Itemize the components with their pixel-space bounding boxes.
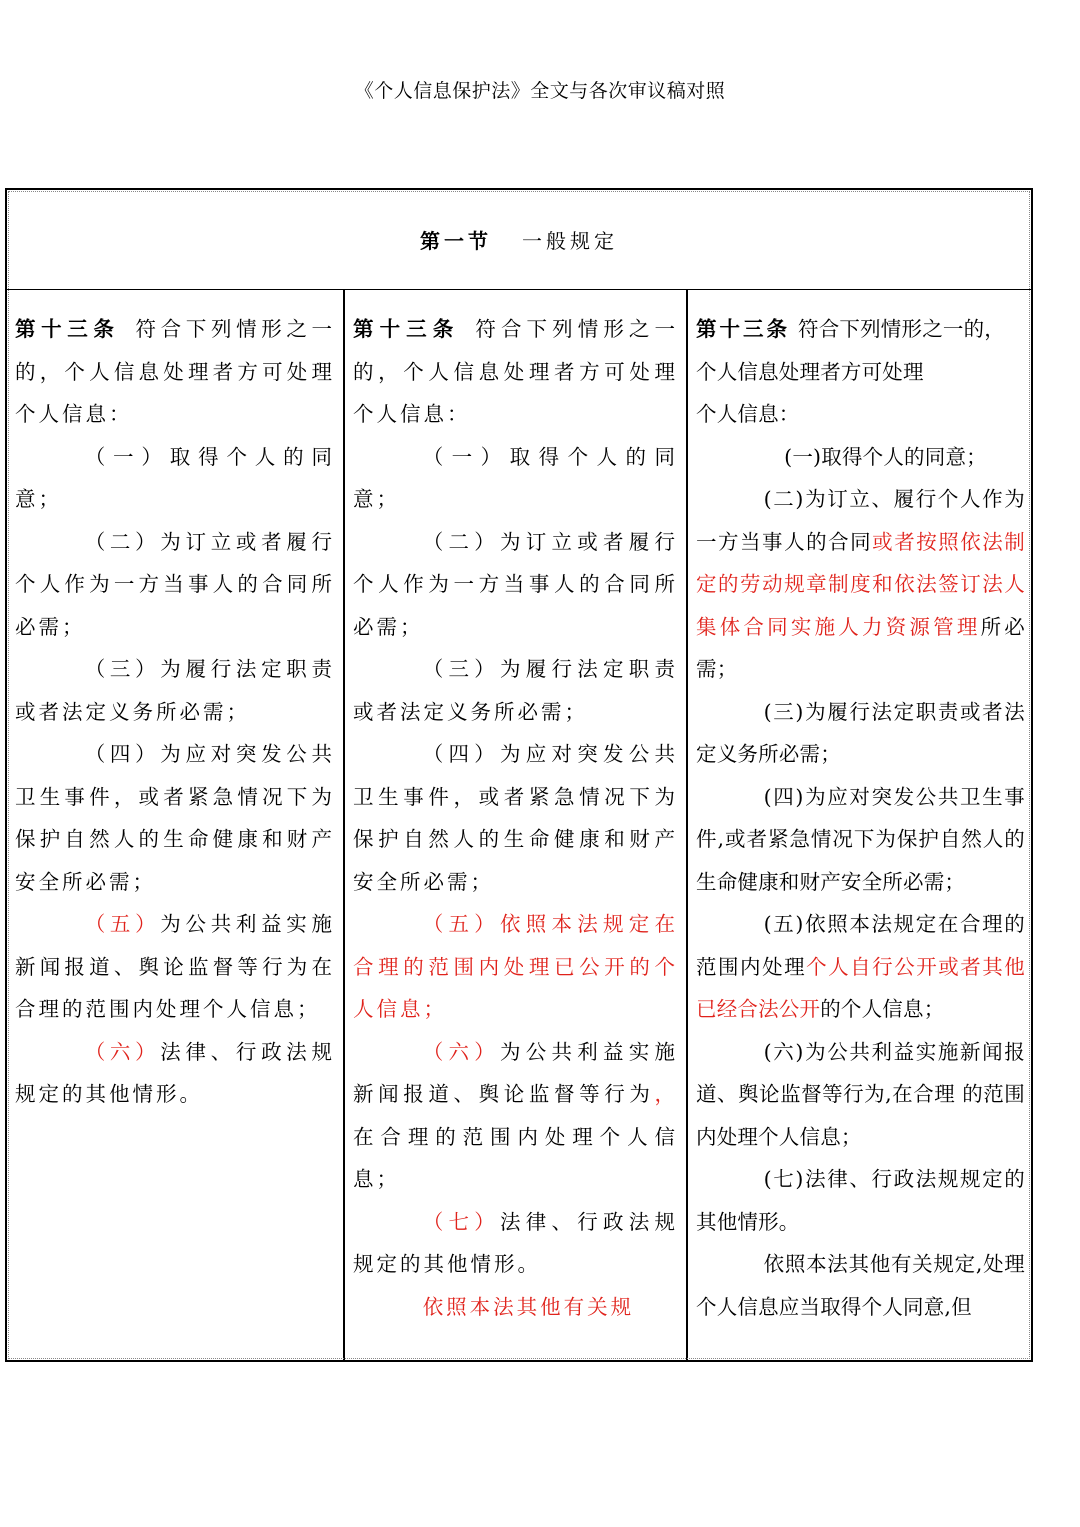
item-number: （四） (422, 742, 500, 766)
intro-text: 符合下列情形之一的，个人信息处理者方可处理个人信息： (15, 317, 336, 426)
list-item (15, 903, 335, 1031)
tail-paragraph: 依照本法其他有关规定,处理个人信息应当取得个人同意,但 (696, 1252, 1025, 1319)
list-item (353, 733, 678, 903)
item-number: (六) (763, 1039, 804, 1064)
comparison-table (5, 188, 1033, 1362)
document-title: 《个人信息保护法》全文与各次审议稿对照 (354, 80, 726, 102)
list-item (15, 733, 335, 903)
item-text-changed: ， (654, 1082, 678, 1106)
article-number: 第十三条 (15, 317, 120, 341)
item-text: 为履行法定职责或者法定义务所必需； (353, 657, 679, 724)
item-text: 为应对突发公共卫生事件，或者紧急情况下为保护自然人的生命健康和财产安全所必需； (353, 742, 679, 894)
list-item (696, 1158, 1025, 1243)
item-text: 法律、行政法规规定的其他情形。 (353, 1209, 679, 1276)
list-item (15, 436, 335, 521)
item-text: 所必需； (696, 614, 1025, 681)
list-item (696, 776, 1025, 904)
list-item (696, 478, 1025, 691)
intro-text: 个人信息处理者方可处理 (696, 359, 924, 384)
item-text: 依照本法规定在合理的范围内处理已公开的个人信息； (353, 912, 679, 1021)
item-number: （二） (84, 529, 161, 554)
item-text: 的个人信息； (820, 997, 945, 1021)
section-number: 第一节 (420, 229, 492, 253)
item-text: 为应对突发公共卫生事件，或者紧急情况下为保护自然人的生命健康和财产安全所必需； (15, 742, 336, 894)
item-text: 为订立或者履行个人作为一方当事人的合同所必需； (353, 529, 679, 639)
column-draft-1 (7, 290, 345, 1362)
list-item (15, 1031, 335, 1116)
list-item (353, 1031, 678, 1201)
item-number: (三) (763, 699, 804, 724)
intro-text: 个人信息： (696, 402, 800, 426)
list-item (353, 648, 678, 733)
item-number: （二） (422, 529, 500, 554)
item-number: （三） (422, 657, 500, 681)
item-text: 依照本法规定在合理的范围内处理 (696, 912, 1025, 979)
item-number: (四) (763, 784, 804, 809)
list-item (353, 436, 678, 521)
item-text: 为履行法定职责或者法定义务所必需； (696, 699, 1025, 766)
list-item (353, 903, 678, 1031)
item-number: (二) (763, 487, 804, 511)
item-text: 为订立、履行个人作为一方当事人的合同 (696, 487, 1025, 554)
article-intro (15, 308, 335, 436)
article-intro (696, 308, 1025, 436)
item-text: 取得个人的同意； (353, 444, 679, 511)
list-item (696, 436, 1025, 479)
article-number: 第十三条 (696, 317, 790, 341)
intro-text: 符合下列情形之一的， (798, 317, 1005, 341)
item-text: 取得个人的同意； (15, 444, 336, 511)
item-text: 为公共利益实施新闻报道、舆论监督等行为 (353, 1039, 679, 1106)
item-text: 为公共利益实施新闻报道、舆论监督等行为,在合理 的范围内处理个人信息； (696, 1039, 1025, 1149)
item-number: （六） (84, 1039, 161, 1064)
item-number: （四） (84, 742, 161, 766)
item-number: （一） (422, 444, 510, 469)
item-text: 为公共利益实施新闻报道、舆论监督等行为在合理的范围内处理个人信息； (15, 912, 336, 1021)
list-item (353, 1201, 678, 1286)
column-draft-2 (345, 290, 688, 1362)
item-number: （一） (84, 444, 170, 469)
item-text: 法律、行政法规规定的其他情形。 (696, 1167, 1025, 1234)
column-final-law (688, 290, 1033, 1362)
intro-text: 符合下列情形之一的，个人信息处理者方可处理个人信息： (353, 317, 679, 426)
list-item (696, 1031, 1025, 1159)
section-heading (7, 190, 1031, 290)
item-number: (七) (763, 1167, 804, 1191)
item-text: 为订立或者履行个人作为一方当事人的合同所必需； (15, 529, 336, 639)
item-text-changed: 或者按照依法制定的劳动规章制度和依法签订法人集体合同实施人力资源管理 (696, 529, 1025, 639)
section-title: 一般规定 (522, 229, 618, 253)
item-text: 为应对突发公共卫生事件,或者紧急情况下为保护自然人的生命健康和财产安全所必需； (696, 784, 1025, 894)
list-item (353, 521, 678, 649)
item-number: （三） (84, 657, 161, 681)
item-number: （六） (422, 1039, 500, 1064)
list-item (15, 648, 335, 733)
article-number: 第十三条 (353, 317, 460, 341)
tail-paragraph: 依照本法其他有关规 (422, 1294, 635, 1319)
list-item (15, 521, 335, 649)
item-text: 为履行法定职责或者法定义务所必需； (15, 657, 336, 724)
list-item (696, 691, 1025, 776)
item-text: 取得个人的同意； (821, 444, 987, 469)
item-number: (一) (784, 444, 822, 469)
item-text-changed: 个人自行公开或者其他已经合法公开 (696, 954, 1026, 1021)
item-number: （五） (84, 912, 161, 936)
item-text: 在合理的范围内处理个人信息； (353, 1124, 678, 1191)
item-text: 法律、行政法规规定的其他情形。 (15, 1039, 336, 1106)
item-number: （五） (422, 912, 500, 936)
item-number: （七） (422, 1209, 500, 1234)
list-item (696, 903, 1025, 1031)
article-intro (353, 308, 678, 436)
item-number: (五) (763, 912, 804, 936)
